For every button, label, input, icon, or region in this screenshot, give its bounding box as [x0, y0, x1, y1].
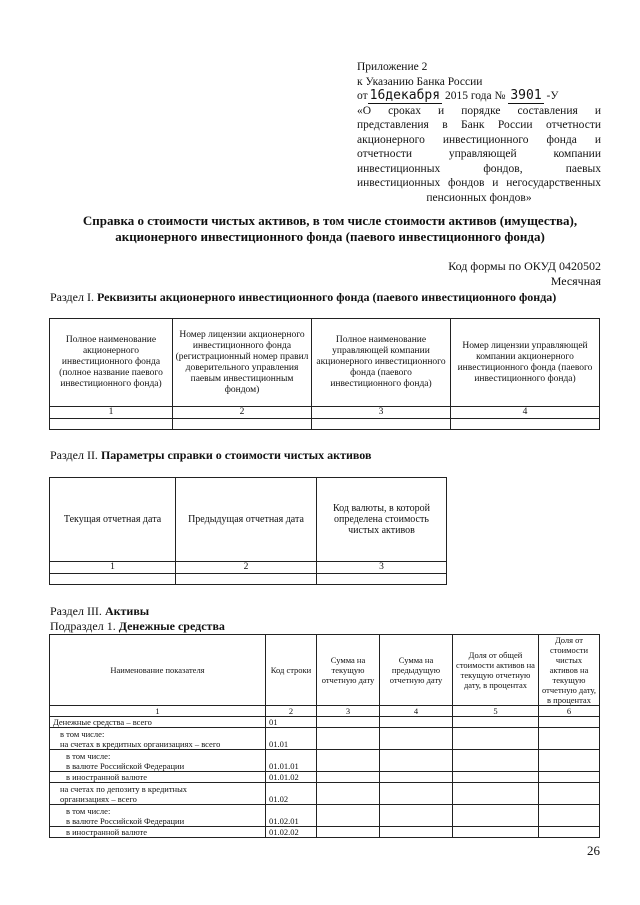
row-name-line1: в том числе:	[66, 751, 111, 761]
section1-heading	[50, 290, 556, 305]
title-line1: Справка о стоимости чистых активов, в том числе стоимости активов (имущества),	[82, 213, 578, 228]
table-row	[50, 805, 600, 827]
subsection1-title: Денежные средства	[118, 619, 225, 633]
header-cell: Код валюты, в которой определена стоимость чистых активов	[317, 478, 447, 562]
section3-title: Активы	[104, 604, 150, 618]
table-header-row	[50, 319, 600, 407]
row-code: 01.02.01	[266, 805, 317, 827]
table-row	[50, 717, 600, 728]
section1-table	[49, 318, 600, 430]
subsection1-prefix: Подраздел 1.	[50, 619, 116, 633]
row-name: в иностранной валюте	[50, 772, 266, 783]
header-cell: Сумма на текущую отчетную дату	[317, 635, 380, 706]
date-suffix: 2015 года №	[444, 90, 506, 102]
row-name: Денежные средства – всего	[50, 717, 266, 728]
number-cell: 2	[173, 407, 312, 419]
header-cell: Доля от стоимости чистых активов на текущую отчетную дату, в процентах	[539, 635, 600, 706]
empty-cell	[317, 574, 447, 585]
row-name	[50, 805, 266, 827]
number-cell: 3	[317, 706, 380, 717]
table-row	[50, 574, 447, 585]
number-cell: 3	[312, 407, 451, 419]
appendix-body-line: «О сроках и порядке составления и	[357, 104, 601, 117]
table-row	[50, 419, 600, 430]
row-code: 01.01.01	[266, 750, 317, 772]
table-number-row	[50, 562, 447, 574]
row-name-line1: в том числе:	[60, 729, 105, 739]
appendix-line2: к Указанию Банка России	[357, 75, 483, 88]
header-cell: Доля от общей стоимости активов на текущую отчетную дату, в процентах	[453, 635, 539, 706]
row-code: 01.02.02	[266, 827, 317, 838]
row-code: 01.01	[266, 728, 317, 750]
page-number: 26	[587, 843, 600, 858]
table-number-row	[50, 706, 600, 717]
header-cell: Код строки	[266, 635, 317, 706]
empty-cell	[176, 574, 317, 585]
appendix-reference	[357, 60, 601, 205]
row-name-line2: организациях – всего	[60, 794, 137, 804]
date-handwritten: 16декабря	[369, 88, 441, 103]
appendix-line1: Приложение 2	[357, 61, 428, 73]
row-code: 01.01.02	[266, 772, 317, 783]
empty-cell	[312, 419, 451, 430]
number-cell: 1	[50, 407, 173, 419]
number-cell: 4	[451, 407, 600, 419]
header-cell: Сумма на предыдущую отчетную дату	[380, 635, 453, 706]
empty-cell	[50, 419, 173, 430]
header-cell: Полное наименование акционерного инвестиционного фонда (полное название паевого инвестиционного фонда)	[50, 319, 173, 407]
appendix-body-line: представления в Банк России отчетности	[357, 119, 601, 131]
section1-prefix: Раздел I.	[50, 290, 94, 304]
form-code: Код формы по ОКУД 0420502	[448, 259, 601, 273]
header-cell: Текущая отчетная дата	[50, 478, 176, 562]
section2-title: Параметры справки о стоимости чистых активов	[100, 448, 372, 462]
empty-cell	[451, 419, 600, 430]
header-cell: Номер лицензии управляющей компании акционерного инвестиционного фонда (паевого инвестиционного фонда)	[451, 319, 600, 407]
table-row	[50, 728, 600, 750]
empty-cell	[173, 419, 312, 430]
section2-prefix: Раздел II.	[50, 448, 98, 462]
row-name-line2: в валюте Российской Федерации	[66, 816, 185, 826]
number-cell: 2	[266, 706, 317, 717]
table-row	[50, 750, 600, 772]
number-handwritten: 3901	[510, 88, 542, 103]
row-name-line2: в валюте Российской Федерации	[66, 761, 185, 771]
number-suffix: -У	[546, 90, 559, 102]
number-cell: 1	[50, 562, 176, 574]
title-line2: акционерного инвестиционного фонда (паевого инвестиционного фонда)	[115, 229, 545, 244]
header-cell: Наименование показателя	[50, 635, 266, 706]
row-name-line1: в том числе:	[66, 806, 111, 816]
row-name	[50, 783, 266, 805]
header-cell: Полное наименование управляющей компании акционерного инвестиционного фонда (паевого инвестиционного фонда)	[312, 319, 451, 407]
appendix-body-last: пенсионных фондов»	[426, 191, 532, 204]
subsection1-heading	[50, 619, 225, 634]
row-name-line2: на счетах в кредитных организациях – всего	[60, 739, 221, 749]
appendix-body-line: акционерного инвестиционного фонда и	[357, 133, 601, 146]
number-cell: 4	[380, 706, 453, 717]
section3-prefix: Раздел III.	[50, 604, 102, 618]
table-row	[50, 783, 600, 805]
empty-cell	[50, 574, 176, 585]
form-code-block	[448, 259, 601, 289]
row-name: в иностранной валюте	[50, 827, 266, 838]
date-prefix: от	[357, 90, 368, 102]
appendix-body-line: отчетности управляющей компании	[357, 148, 601, 160]
row-name	[50, 750, 266, 772]
header-cell: Номер лицензии акционерного инвестиционного фонда (регистрационный номер правил доверительного управления паевым инвестиционным фондом)	[173, 319, 312, 407]
table-row	[50, 827, 600, 838]
header-cell: Предыдущая отчетная дата	[176, 478, 317, 562]
number-cell: 6	[539, 706, 600, 717]
number-cell: 3	[317, 562, 447, 574]
document-title	[40, 213, 620, 245]
section2-table	[49, 477, 447, 585]
appendix-body-line: инвестиционных фондов и негосударственных	[357, 177, 601, 189]
number-cell: 5	[453, 706, 539, 717]
table-header-row	[50, 478, 447, 562]
number-cell: 2	[176, 562, 317, 574]
row-code: 01.02	[266, 783, 317, 805]
table-row	[50, 772, 600, 783]
section1-title: Реквизиты акционерного инвестиционного фонда (паевого инвестиционного фонда)	[96, 290, 557, 304]
appendix-date-line	[357, 89, 601, 104]
number-cell: 1	[50, 706, 266, 717]
section3-table	[49, 634, 600, 838]
row-code: 01	[266, 717, 317, 728]
table-number-row	[50, 407, 600, 419]
row-name	[50, 728, 266, 750]
section2-heading	[50, 448, 371, 463]
table-header-row	[50, 635, 600, 706]
row-name-line1: на счетах по депозиту в кредитных	[60, 784, 188, 794]
section3-heading	[50, 604, 149, 619]
periodicity: Месячная	[550, 274, 601, 288]
appendix-body-line: инвестиционных фондов, паевых	[357, 162, 601, 175]
